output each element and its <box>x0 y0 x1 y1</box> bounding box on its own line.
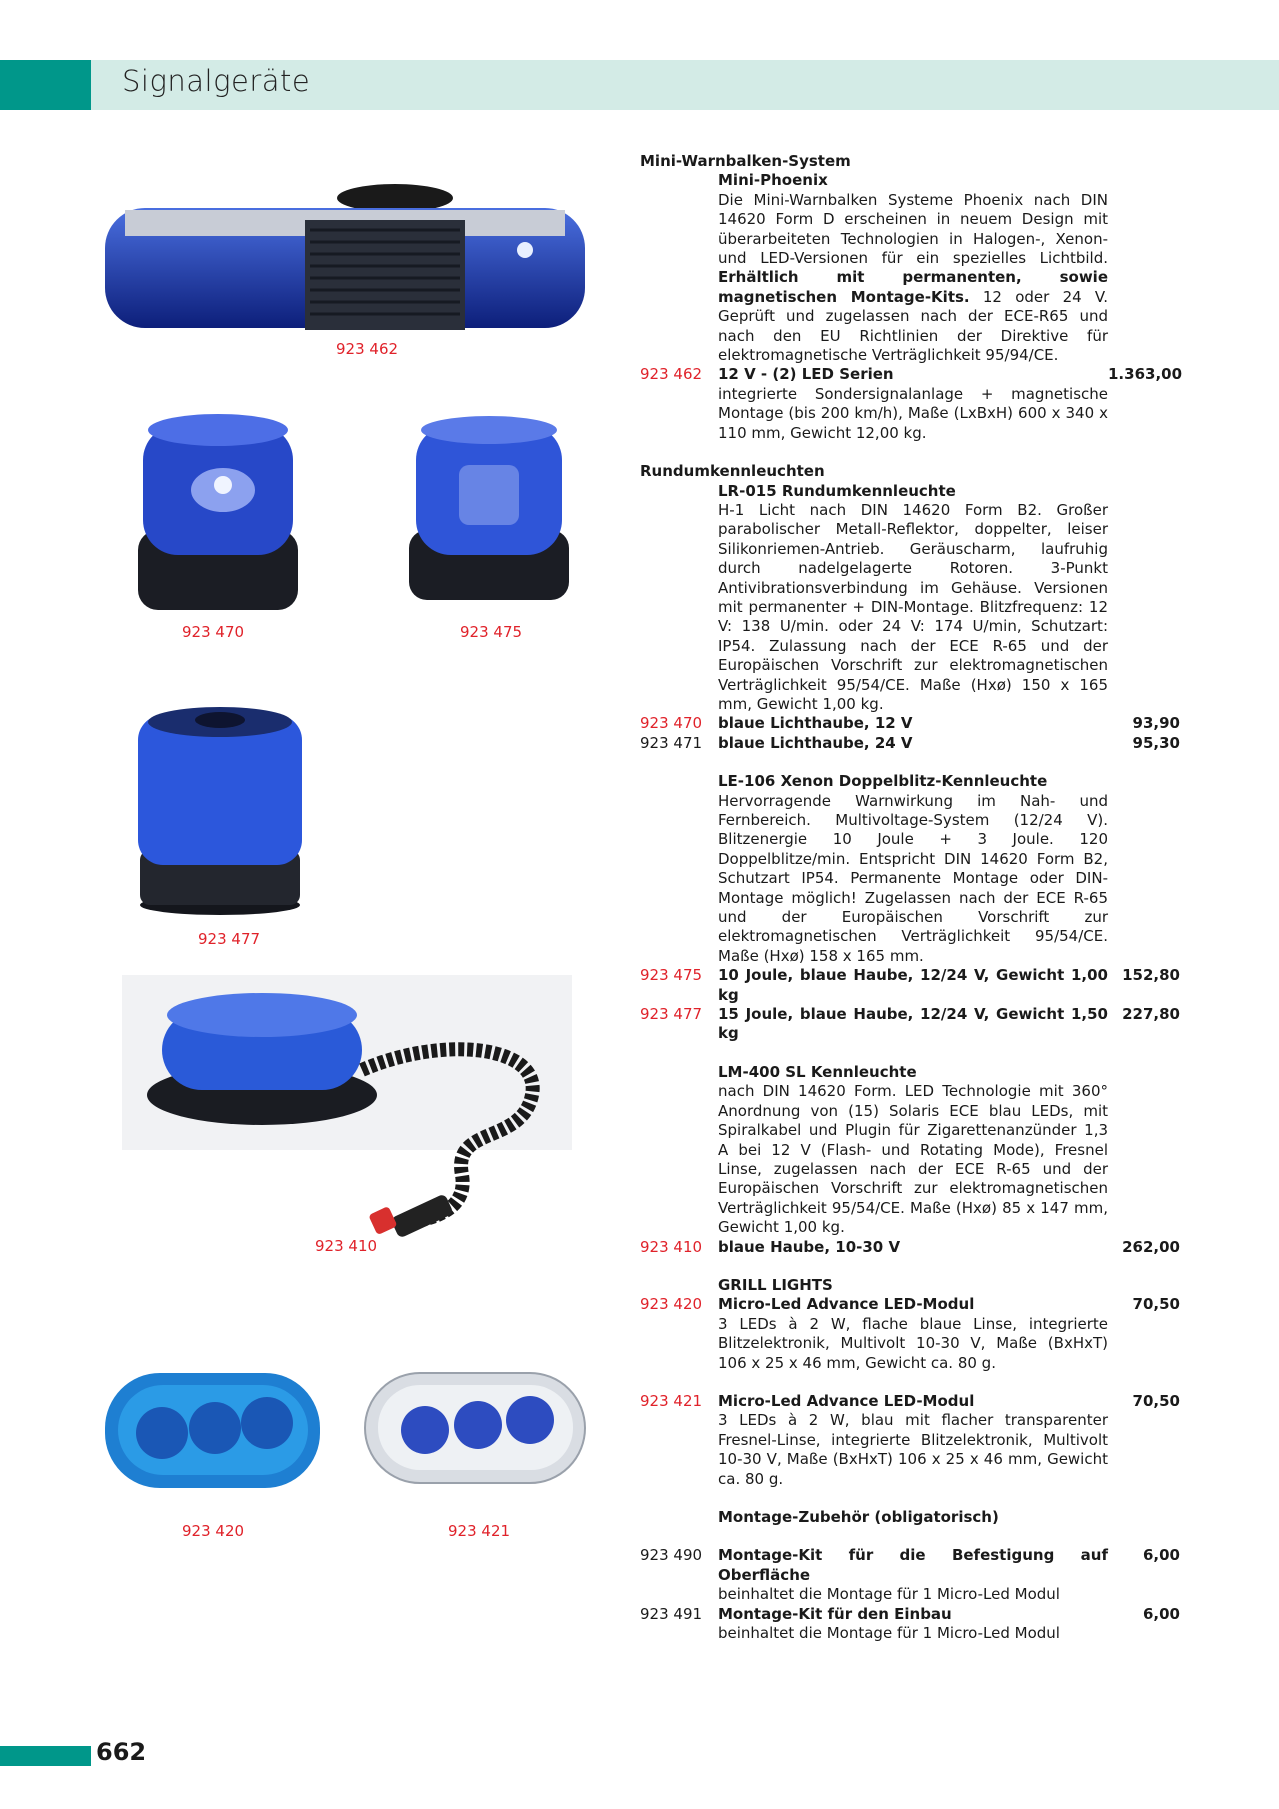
product-name-lr015: LR-015 Rundumkennleuchte <box>718 481 956 500</box>
image-code-923-475: 923 475 <box>460 623 523 641</box>
product-description-mini-phoenix: Mini-Phoenix Die Mini-Warnbalken Systeme Phoenix nach DIN 14620 Form D erscheinen in neuem Design mit überarbeiteten Technologien in Halogen-, Xenon- und LED-Versionen für ein spezielles Lichtbild. Erhältlich mit permanenten, sowie magnetischen Montage-Kits. 12 oder 24 V. Geprüft und zugelassen nach der ECE-R65 und nach den EU Richtlinien der Direktive für elektromagnetische Verträglichkeit 95/94/CE. <box>718 171 1108 365</box>
product-description-lm400: LM-400 SL Kennleuchte nach DIN 14620 Form. LED Technologie mit 360° Anordnung von (15) Solaris ECE blau LEDs, mit Spiralkabel und Plugin für Zigarettenanzünder 1,3 A bei 12 V (Flash- und Rotating Mode), Fresnel Linse, zugelassen nach der ECE R-65 und der Europäischen Vorschrift zur elektromagnetischen Verträglichkeit 95/54/CE. Maße (Hxø) 85 x 147 mm, Gewicht 1,00 kg. <box>718 1062 1108 1237</box>
mini-phoenix-lightbar-image <box>95 180 595 345</box>
lr015-beacon-image-a <box>128 405 308 615</box>
section-heading-rundumkennleuchten: Rundumkennleuchten <box>640 462 825 481</box>
section-heading-montage-zubehoer: Montage-Zubehör (obligatorisch) <box>718 1508 999 1526</box>
product-description-lr015: LR-015 Rundumkennleuchte H-1 Licht nach DIN 14620 Form B2. Großer parabolischer Metall-Reflektor, doppelter, leiser Silikonriemen-Antrieb. Geräuscharm, laufruhig durch nadelgelagerte Rotoren. 3-Punkt Antivibrationsverbindung im Gehäuse. Versionen mit permanenter + DIN-Montage. Blitzfrequenz: 12 V: 138 U/min. oder 24 V: 174 U/min, Schutzart: IP54. Zulassung nach der ECE R-65 und der Europäischen Vorschrift zur elektromagnetischen Verträglichkeit 95/54/CE. Maße (Hxø) 150 x 165 mm, Gewicht 1,00 kg. <box>718 481 1108 713</box>
lr015-beacon-image-b <box>404 410 574 600</box>
image-code-923-477: 923 477 <box>198 930 261 948</box>
grill-light-clear-image <box>360 1365 590 1490</box>
item-row-923-475: 923 475 10 Joule, blaue Haube, 12/24 V, Gewicht 1,00 kg 152,80 <box>640 966 1180 1004</box>
product-name-le106: LE-106 Xenon Doppelblitz-Kennleuchte <box>718 772 1048 791</box>
image-code-923-462: 923 462 <box>336 340 399 358</box>
section-heading-grill-lights: GRILL LIGHTS <box>718 1275 833 1294</box>
item-row-923-470: 923 470 blaue Lichthaube, 12 V 93,90 <box>640 714 1180 733</box>
item-row-923-462: 923 462 12 V - (2) LED Serien integrierte Sondersignalanlage + magnetische Montage (bis 200 km/h), Maße (LxBxH) 600 x 340 x 110 mm, Gewicht 12,00 kg. 1.363,00 <box>640 365 1183 442</box>
grill-light-blue-image <box>100 1365 325 1495</box>
image-code-923-420: 923 420 <box>182 1522 245 1540</box>
image-code-923-410: 923 410 <box>315 1237 378 1255</box>
le106-beacon-image <box>130 700 310 915</box>
image-code-923-421: 923 421 <box>448 1522 511 1540</box>
item-row-923-491: 923 491 Montage-Kit für den Einbau beinhaltet die Montage für 1 Micro-Led Modul 6,00 <box>640 1604 1180 1643</box>
section-heading-mini-warnbalken: Mini-Warnbalken-System <box>640 152 851 170</box>
product-name-mini-phoenix: Mini-Phoenix <box>718 171 828 190</box>
item-row-923-421: 923 421 Micro-Led Advance LED-Modul 3 LEDs à 2 W, blau mit flacher transparenter Fresnel-Linse, integrierte Blitzelektronik, Multivolt 10-30 V, Maße (BxHxT) 106 x 25 x 46 mm, Gewicht ca. 80 g. 70,50 <box>640 1391 1180 1488</box>
item-row-923-477: 923 477 15 Joule, blaue Haube, 12/24 V, Gewicht 1,50 kg 227,80 <box>640 1005 1180 1043</box>
product-listing <box>640 152 1183 1643</box>
footer-accent-block <box>0 1746 91 1766</box>
product-name-lm400: LM-400 SL Kennleuchte <box>718 1062 917 1081</box>
item-row-923-410: 923 410 blaue Haube, 10-30 V 262,00 <box>640 1237 1180 1256</box>
item-row-923-420: 923 420 Micro-Led Advance LED-Modul 3 LEDs à 2 W, flache blaue Linse, integrierte Blitzelektronik, Multivolt 10-30 V, Maße (BxHxT) 106 x 25 x 46 mm, Gewicht ca. 80 g. 70,50 <box>640 1295 1180 1372</box>
header-accent-block <box>0 60 91 110</box>
product-description-le106: LE-106 Xenon Doppelblitz-Kennleuchte Hervorragende Warnwirkung im Nah- und Fernbereich. Multivoltage-System (12/24 V). Blitzenergie 10 Joule + 3 Joule. 120 Doppelblitze/min. Entspricht DIN 14620 Form B2, Schutzart IP54. Permanente Montage oder DIN-Montage möglich! Zugelassen nach der ECE R-65 und der Europäischen Vorschrift zur elektromagnetischen Verträglichkeit 95/54/CE. Maße (Hxø) 158 x 165 mm. <box>718 772 1108 965</box>
image-code-923-470: 923 470 <box>182 623 245 641</box>
page-number: 662 <box>96 1738 147 1766</box>
lm400-magnetic-beacon-image <box>122 975 572 1240</box>
page-title: Signalgeräte <box>122 64 311 98</box>
item-row-923-471: 923 471 blaue Lichthaube, 24 V 95,30 <box>640 733 1180 752</box>
item-row-923-490: 923 490 Montage-Kit für die Befestigung auf Oberfläche beinhaltet die Montage für 1 Micro-Led Modul 6,00 <box>640 1546 1180 1604</box>
